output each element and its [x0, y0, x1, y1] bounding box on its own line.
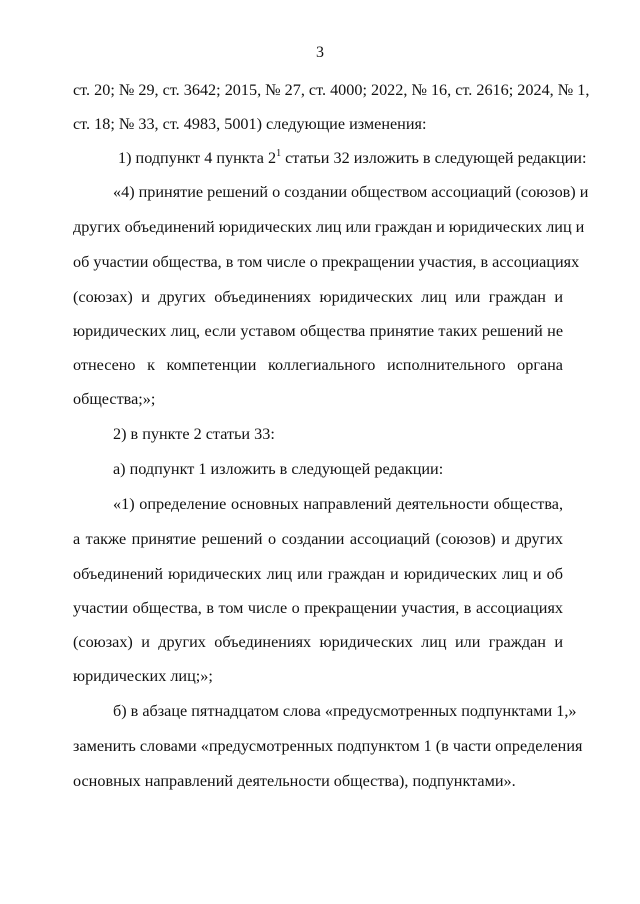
- text-line: других объединений юридических лиц или граждан и юридических лиц и: [73, 218, 585, 236]
- text-line: заменить словами «предусмотренных подпунктом 1 (в части определения: [73, 737, 583, 755]
- text-line: об участии общества, в том числе о прекращении участия, в ассоциациях: [73, 253, 580, 271]
- text-line: основных направлений деятельности общества), подпунктами».: [73, 772, 516, 790]
- text-line: ст. 20; № 29, ст. 3642; 2015, № 27, ст. 4000; 2022, № 16, ст. 2616; 2024, № 1,: [73, 81, 590, 99]
- text-line: юридических лиц;»;: [73, 667, 213, 685]
- text-line: общества;»;: [73, 390, 156, 408]
- text-line: отнесено к компетенции коллегиального исполнительного органа: [73, 356, 563, 374]
- text-line: б) в абзаце пятнадцатом слова «предусмотренных подпунктами 1,»: [113, 702, 577, 720]
- text-line: «1) определение основных направлений деятельности общества,: [113, 495, 563, 513]
- page-number: 3: [316, 44, 324, 61]
- text-line: участии общества, в том числе о прекращении участия, в ассоциациях: [73, 599, 563, 617]
- text-span: 1) подпункт 4 пункта 2: [118, 149, 277, 167]
- superscript: 1: [276, 147, 282, 159]
- text-line: а также принятие решений о создании ассоциаций (союзов) и других: [73, 530, 563, 548]
- text-span: статьи 32 изложить в следующей редакции:: [281, 149, 587, 167]
- text-line: юридических лиц, если уставом общества принятие таких решений не: [73, 322, 563, 340]
- text-line: 2) в пункте 2 статьи 33:: [113, 425, 275, 443]
- text-line: а) подпункт 1 изложить в следующей редакции:: [113, 460, 444, 478]
- text-line: ст. 18; № 33, ст. 4983, 5001) следующие изменения:: [73, 115, 427, 133]
- text-line: (союзах) и других объединениях юридических лиц или граждан и: [73, 633, 563, 651]
- text-line: объединений юридических лиц или граждан и юридических лиц и об: [73, 565, 563, 583]
- text-line: [118, 147, 587, 168]
- text-line: (союзах) и других объединениях юридических лиц или граждан и: [73, 288, 563, 306]
- text-line: «4) принятие решений о создании обществом ассоциаций (союзов) и: [113, 183, 589, 201]
